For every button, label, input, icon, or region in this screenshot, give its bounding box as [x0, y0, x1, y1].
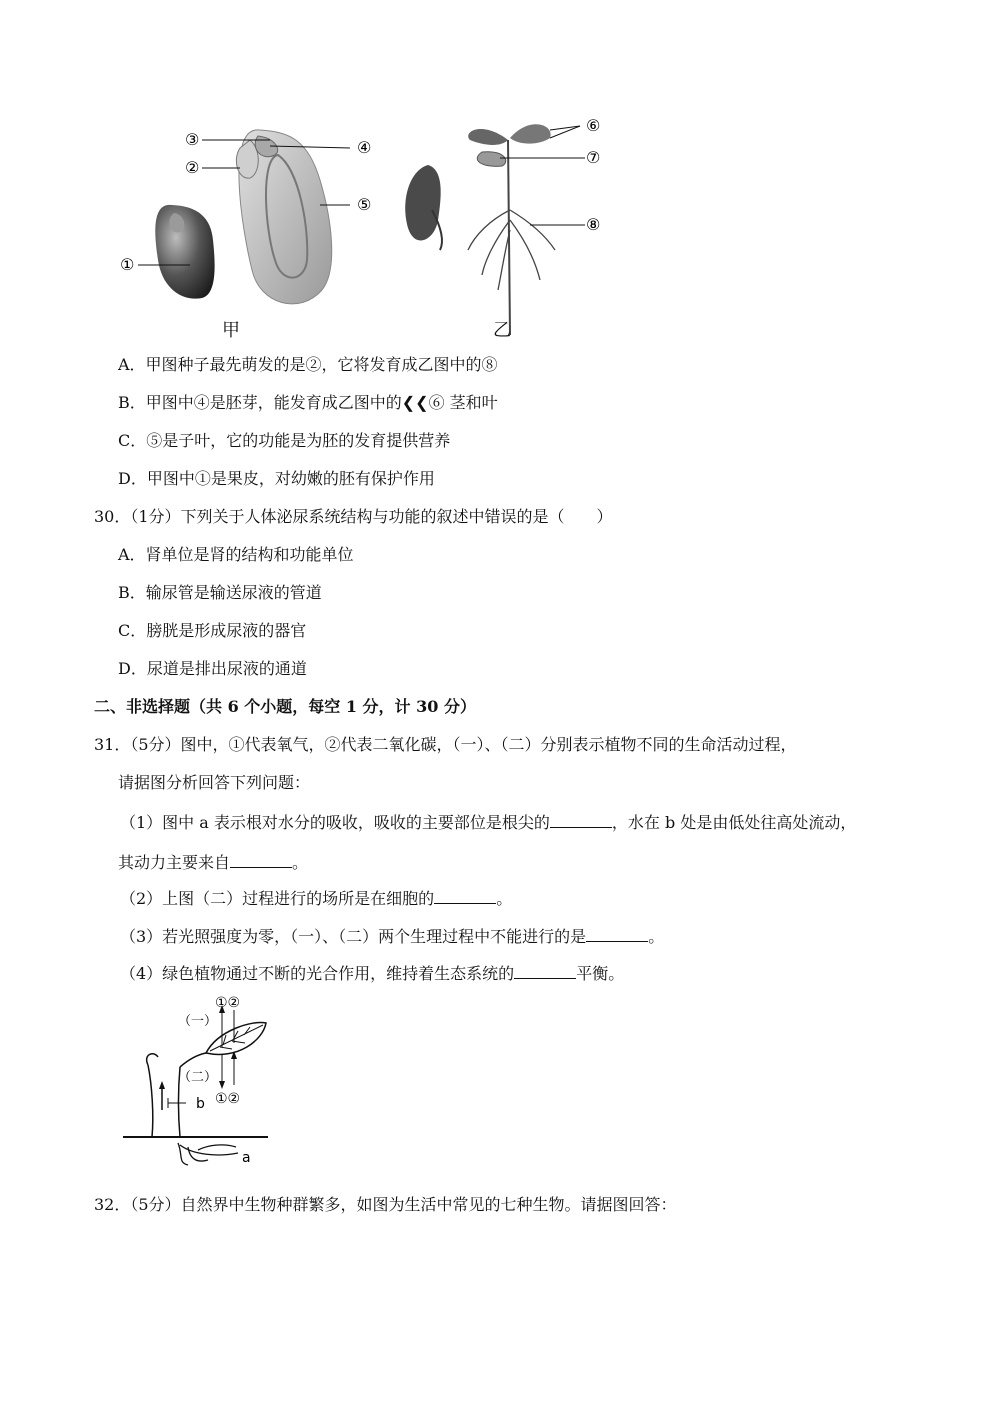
- q31-sub1-cont: 其动力主要来自 。: [118, 853, 309, 872]
- q31-stem: 31．（5分）图中，①代表氧气，②代表二氧化碳，（一）、（二）分别表示植物不同的生命活动过程，: [94, 735, 797, 754]
- q29-option-d: D．甲图中①是果皮，对幼嫩的胚有保护作用: [118, 469, 435, 488]
- answer-blank[interactable]: [230, 851, 292, 868]
- marker-2: ②: [185, 158, 200, 177]
- q31-sub3: （3）若光照强度为零，（一）、（二）两个生理过程中不能进行的是 。: [120, 927, 665, 946]
- q32-stem: 32．（5分）自然界中生物种群繁多，如图为生活中常见的七种生物。请据图回答：: [94, 1195, 677, 1214]
- marker-3: ③: [185, 130, 200, 149]
- q30-option-d: D．尿道是排出尿液的通道: [118, 659, 307, 678]
- q31-sub1: （1）图中 a 表示根对水分的吸收，吸收的主要部位是根尖的 ，水在 b 处是由低处往高处流动，: [120, 813, 857, 832]
- section-heading: 二、非选择题（共 6 个小题，每空 1 分，计 30 分）: [94, 697, 476, 716]
- q31-sub4: （4）绿色植物通过不断的光合作用，维持着生态系统的 平衡。: [120, 964, 625, 983]
- q29-option-a: A．甲图种子最先萌发的是②，它将发育成乙图中的⑧: [118, 355, 498, 374]
- marker-6: ⑥: [586, 116, 601, 135]
- bottom-markers: ①②: [215, 1091, 241, 1107]
- figure-caption-jia: 甲: [222, 320, 240, 341]
- q30-option-c: C．膀胱是形成尿液的器官: [118, 621, 307, 640]
- top-markers: ①②: [215, 995, 241, 1011]
- answer-blank[interactable]: [514, 962, 576, 979]
- marker-7: ⑦: [586, 148, 601, 167]
- plant-process-figure: [118, 995, 278, 1170]
- marker-8: ⑧: [586, 215, 601, 234]
- q31-sub2: （2）上图（二）过程进行的场所是在细胞的 。: [120, 889, 513, 908]
- answer-blank[interactable]: [434, 887, 496, 904]
- label-b: b: [196, 1096, 205, 1112]
- marker-1: ①: [120, 255, 135, 274]
- q30-option-b: B．输尿管是输送尿液的管道: [118, 583, 322, 602]
- bean-seed-shape: [155, 205, 214, 299]
- answer-blank[interactable]: [586, 925, 648, 942]
- label-process-two: （二）: [178, 1070, 218, 1085]
- label-process-one: （一）: [178, 1014, 218, 1029]
- q30-stem: 30．（1分）下列关于人体泌尿系统结构与功能的叙述中错误的是（ ）: [94, 507, 613, 526]
- q31-stem-cont: 请据图分析回答下列问题：: [118, 773, 311, 792]
- marker-5: ⑤: [357, 195, 372, 214]
- q30-option-a: A．肾单位是肾的结构和功能单位: [118, 545, 354, 564]
- answer-blank[interactable]: [550, 811, 612, 828]
- q29-option-b: B．甲图中④是胚芽，能发育成乙图中的❮❮⑥ 茎和叶: [118, 393, 498, 412]
- marker-4: ④: [357, 138, 372, 157]
- figure-caption-yi: 乙: [493, 320, 511, 341]
- q29-option-c: C．⑤是子叶，它的功能是为胚的发育提供营养: [118, 431, 451, 450]
- label-a: a: [242, 1150, 251, 1166]
- seed-germination-figure: [110, 110, 630, 345]
